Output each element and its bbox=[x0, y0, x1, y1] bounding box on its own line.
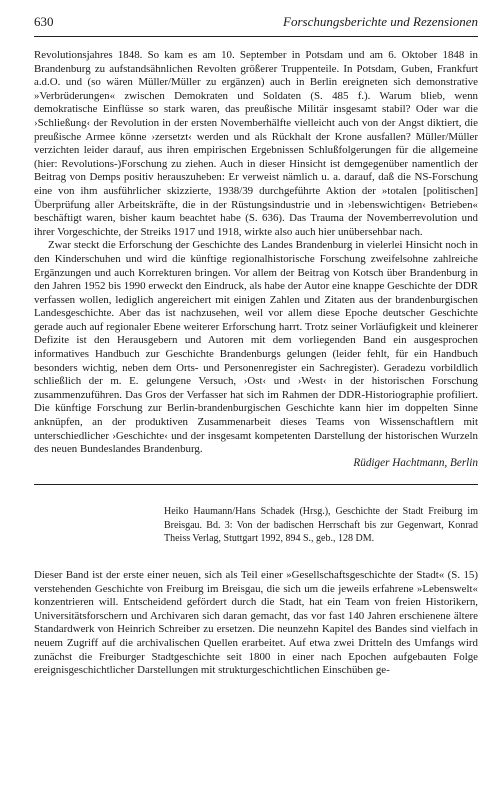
review-1-signature: Rüdiger Hachtmann, Berlin bbox=[353, 456, 478, 469]
running-title: Forschungsberichte und Rezensionen bbox=[283, 14, 478, 29]
review-2-body: Dieser Band ist der erste einer neuen, sich als Teil einer »Gesellschaftsgeschichte der Stadt« (S. 15) verstehenden Geschichte von Freiburg im Breisgau, die sich um die jeweils erfahrene »Lebenswelt« konzentrieren will. Entscheidend gefördert durch die Stadt, hat ein Team von freien Historikern, Universitätsforschern und Archivaren sich daran gemacht, das vor fast 140 Jahren erschienene ältere Standardwerk von Heinrich Schreiber zu ersetzen. Die neunzehn Kapitel des Bandes sind vielfach in neuem Zugriff auf die archivalischen Quellen erarbeitet. Auf etwa zwei Dritteln des Umfangs wird zunächst die Freiburger Stadtgeschichte seit 1800 in einer nach Epochen aufgebauten Folge ereignisgeschichtlicher Darstellungen mit strukturgeschichtlichen Einschüben ge- bbox=[34, 569, 478, 677]
page-number: 630 bbox=[34, 14, 54, 29]
review-1-body bbox=[34, 49, 478, 470]
book-citation: Heiko Haumann/Hans Schadek (Hrsg.), Geschichte der Stadt Freiburg im Breisgau. Bd. 3: Von der badischen Herrschaft bis zur Gegenwart, Konrad Theiss Verlag, Stuttgart 1992, 894 S., geb., 128 DM. bbox=[164, 506, 478, 544]
section-divider bbox=[34, 484, 478, 485]
review-1-paragraph-2: Zwar steckt die Erforschung der Geschichte des Landes Brandenburg in vielerlei Hinsicht noch in den Kinderschuhen und wird die künftige regionalhistorische Forschung zweifelsohne zahlreiche Ergänzungen und auch Korrekturen bringen. Vor allem der Beitrag von Kotsch über Brandenburg in den Jahren 1952 bis 1990 erweckt den Eindruck, als habe der Autor eine knappe Geschichte der DDR verfassen wollen, lediglich angereichert mit einigen Zahlen und Zitaten aus der brandenburgischen Landesgeschichte. Aber das ist nachzusehen, weil vor allem diese Epoche deutscher Geschichte gerade auch auf regionaler Ebene weiterer Erforschung harrt. Trotz seiner Vorläufigkeit und kleinerer Defizite ist den Herausgebern und Autoren mit dem vorliegenden Band ein ausgesprochen informatives Handbuch zur Geschichte Brandenburgs gelungen (leider fehlt, für ein Handbuch besonders wichtig, neben dem Orts- und Personenregister ein Sachregister). Geradezu vorbildlich schließlich der m. E. gelungene Versuch, ›Ost‹ und ›West‹ in der historischen Forschung zusammenzuführen. Das Gros der Verfasser hat sich im Rahmen der DDR-Historiographie profiliert. Die künftige Forschung zur Berlin-brandenburgischen Geschichte kann hier im doppelten Sinne anknüpfen, an der produktiven Zusammenarbeit dieses Teams von Wissenschaftlern mit unterschiedlicher ›Geschichte‹ und der insgesamt kompetenten Darstellung der historischen Wurzeln des neuen Bundeslandes Brandenburg. bbox=[34, 239, 478, 456]
running-head bbox=[34, 14, 478, 37]
review-1-paragraph-1: Revolutionsjahres 1848. So kam es am 10. September in Potsdam und am 6. Oktober 1848 in Brandenburg zu aufstandsähnlichen Revolten größerer Truppenteile. In Potsdam, Guben, Frankfurt a.d.O. und (so wären Müller/Müller zu ergänzen) auch in Berlin ereigneten sich demonstrative »Verbrüderungen« zwischen Demokraten und Soldaten (S. 485 f.). Warum blieb, wenn demokratische Einflüsse so stark waren, das preußische Militär insgesamt stabil? Oder war die ›Schließung‹ der Revolution in der ersten Novemberhälfte vielleicht auch von der Angst diktiert, die preußische Armee könne ›zersetzt‹ werden und als Rückhalt der Krone ausfallen? Müller/Müller verzichten leider darauf, aus ihren empirischen Ergebnissen Schlußfolgerungen für die allgemeine (hier: Revolutions-)Forschung zu ziehen. Auch in dieser Hinsicht ist demgegenüber namentlich der Beitrag von Demps positiv herauszuheben: Er verweist nämlich u. a. darauf, daß die NS-Forschung eine von ihm ausführlicher skizzierte, 1938/39 durchgeführte Aktion der »totalen [politischen] Überprüfung aller Arbeitskräfte, die in der Rüstungsindustrie und in ›lebenswichtigen‹ Betrieben« beschäftigt waren, bisher kaum beachtet habe (S. 636). Das Trauma der Novemberrevolution und ihrer Vorgeschichte, der Streiks 1917 und 1918, wirkte also auch hier unübersehbar nach. bbox=[34, 49, 478, 238]
page bbox=[34, 14, 478, 678]
